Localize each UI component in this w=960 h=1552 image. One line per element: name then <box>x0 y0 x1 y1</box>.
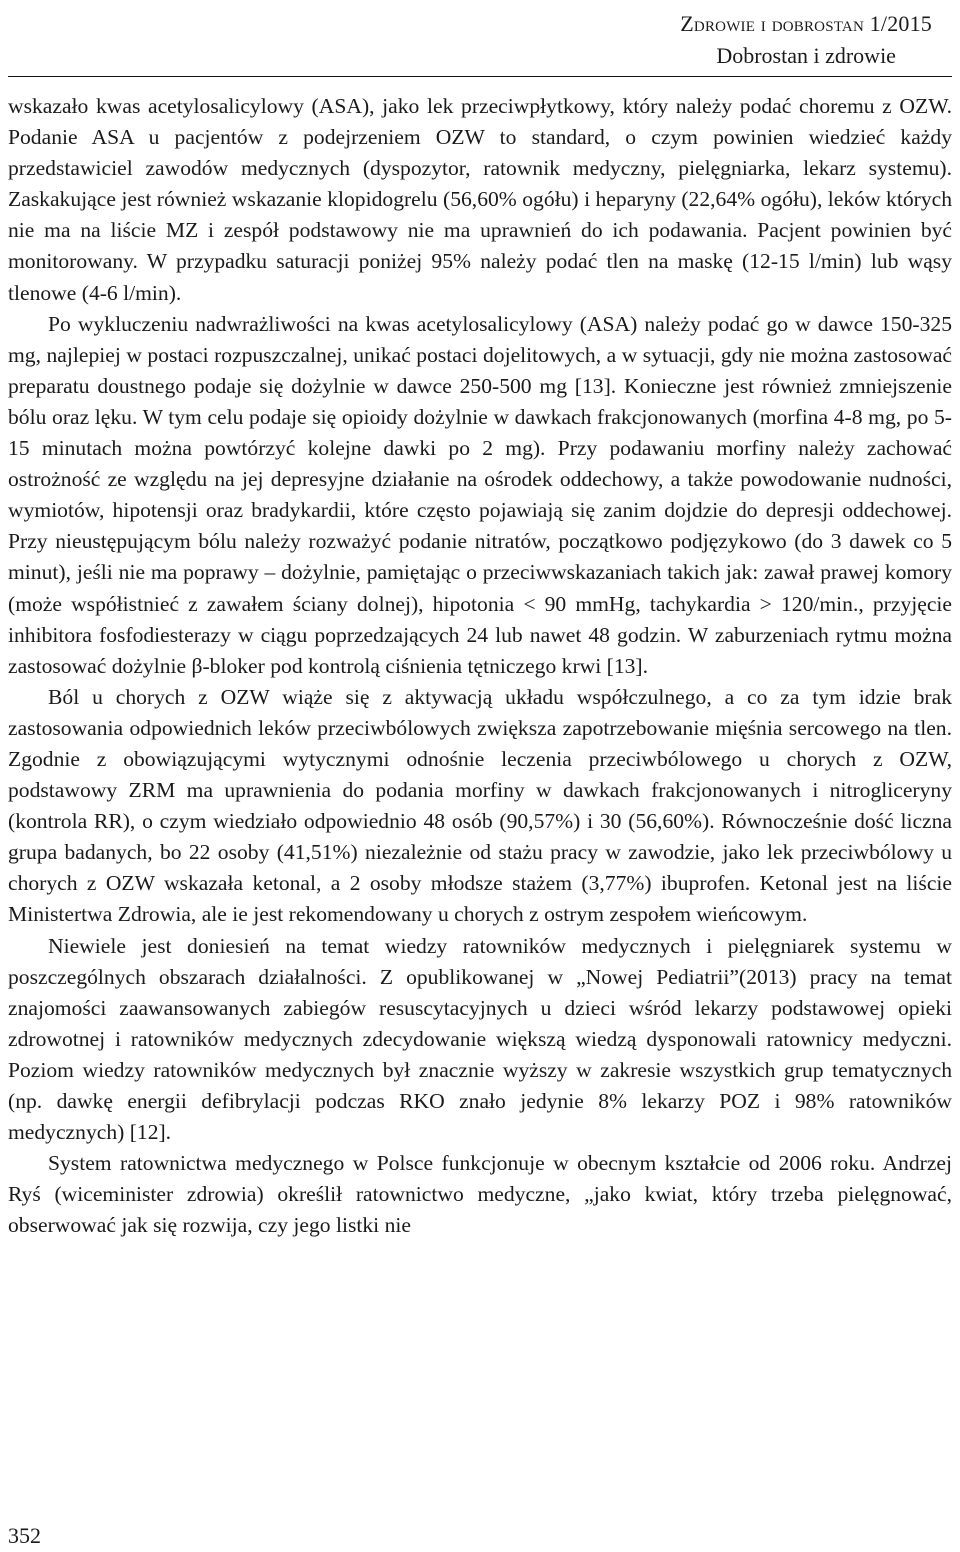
section-title: Dobrostan i zdrowie <box>716 43 896 68</box>
paragraph-5: System ratownictwa medycznego w Polsce funkcjonuje w obecnym kształcie od 2006 roku. Andrzej Ryś (wiceminister zdrowia) określił ratownictwo medyczne, „jako kwiat, który trzeba pielęgnować, obserwować jak się rozwija, czy jego listki nie <box>8 1151 952 1238</box>
running-header <box>680 8 932 72</box>
paragraph-3: Ból u chorych z OZW wiąże się z aktywacją układu współczulnego, a co za tym idzie brak zastosowania odpowiednich leków przeciwbólowych zwiększa zapotrzebowanie mięśnia sercowego na tlen. Zgodnie z obowiązującymi wytycznymi odnośnie leczenia przeciwbólowego u chorych z OZW, podstawowy ZRM ma uprawnienia do podania morfiny w dawkach frakcjonowanych i nitrogliceryny (kontrola RR), o czym wiedziało odpowiednio 48 osób (90,57%) i 30 (56,60%). Równocześnie dość liczna grupa badanych, bo 22 osoby (41,51%) niezależnie od stażu pracy w zawodzie, jako lek przeciwbólowy u chorych z OZW wskazała ketonal, a 2 osoby młodsze stażem (3,77%) ibuprofen. Ketonal jest na liście Ministertwa Zdrowia, ale ie jest rekomendowany u chorych z ostrym zespołem wieńcowym. <box>8 684 952 927</box>
paragraph-4: Niewiele jest doniesień na temat wiedzy ratowników medycznych i pielęgniarek systemu w poszczególnych obszarach działalności. Z opublikowanej w „Nowej Pediatrii”(2013) pracy na temat znajomości zaawansowanych zabiegów resuscytacyjnych u dzieci wśród lekarzy podstawowej opieki zdrowotnej i ratowników medycznych zdecydowanie większą wiedzą dysponowali ratownicy medyczni. Poziom wiedzy ratowników medycznych był znacznie wyższy w zakresie wszystkich grup tematycznych (np. dawkę energii defibrylacji podczas RKO znało jedynie 8% lekarzy POZ i 98% ratowników medycznych) [12]. <box>8 933 952 1145</box>
header-rule <box>8 76 952 77</box>
paragraph-1: wskazało kwas acetylosalicylowy (ASA), jako lek przeciwpłytkowy, który należy podać choremu z OZW. Podanie ASA u pacjentów z podejrzeniem OZW to standard, o czym powinien wiedzieć każdy przedstawiciel zawodów medycznych (dyspozytor, ratownik medyczny, pielęgniarka, lekarz systemu). Zaskakujące jest również wskazanie klopidogrelu (56,60% ogółu) i heparyny (22,64% ogółu), leków których nie ma na liście MZ i zespół podstawowy nie ma uprawnień do ich podawania. Pacjent powinien być monitorowany. W przypadku saturacji poniżej 95% należy podać tlen na maskę (12-15 l/min) lub wąsy tlenowe (4-6 l/min). <box>8 94 952 305</box>
paragraph-2: Po wykluczeniu nadwrażliwości na kwas acetylosalicylowy (ASA) należy podać go w dawce 150-325 mg, najlepiej w postaci rozpuszczalnej, unikać postaci dojelitowych, a w sytuacji, gdy nie można zastosować preparatu doustnego podaje się dożylnie w dawce 250-500 mg [13]. Konieczne jest również zmniejszenie bólu oraz lęku. W tym celu podaje się opioidy dożylnie w dawkach frakcjonowanych (morfina 4-8 mg, po 5-15 minutach można powtórzyć kolejne dawki po 2 mg). Przy podawaniu morfiny należy zachować ostrożność ze względu na jej depresyjne działanie na ośrodek oddechowy, a także powodowanie nudności, wymiotów, hipotensji oraz bradykardii, które często pojawiają się zanim dojdzie do depresji oddechowej. Przy nieustępującym bólu należy rozważyć podanie nitratów, początkowo podjęzykowo (do 3 dawek co 5 minut), jeśli nie ma poprawy – dożylnie, pamiętając o przeciwwskazaniach takich jak: zawał prawej komory (może współistnieć z zawałem ściany dolnej), hipotonia < 90 mmHg, tachykardia > 120/min., przyjęcie inhibitora fosfodiesterazy w ciągu poprzedzających 24 lub nawet 48 godzin. W zaburzeniach rytmu można zastosować dożylnie β-bloker pod kontrolą ciśnienia tętniczego krwi [13]. <box>8 311 952 678</box>
article-body <box>8 91 952 1241</box>
page-number: 352 <box>8 1523 41 1548</box>
journal-title: Zdrowie i dobrostan 1/2015 <box>680 11 932 36</box>
